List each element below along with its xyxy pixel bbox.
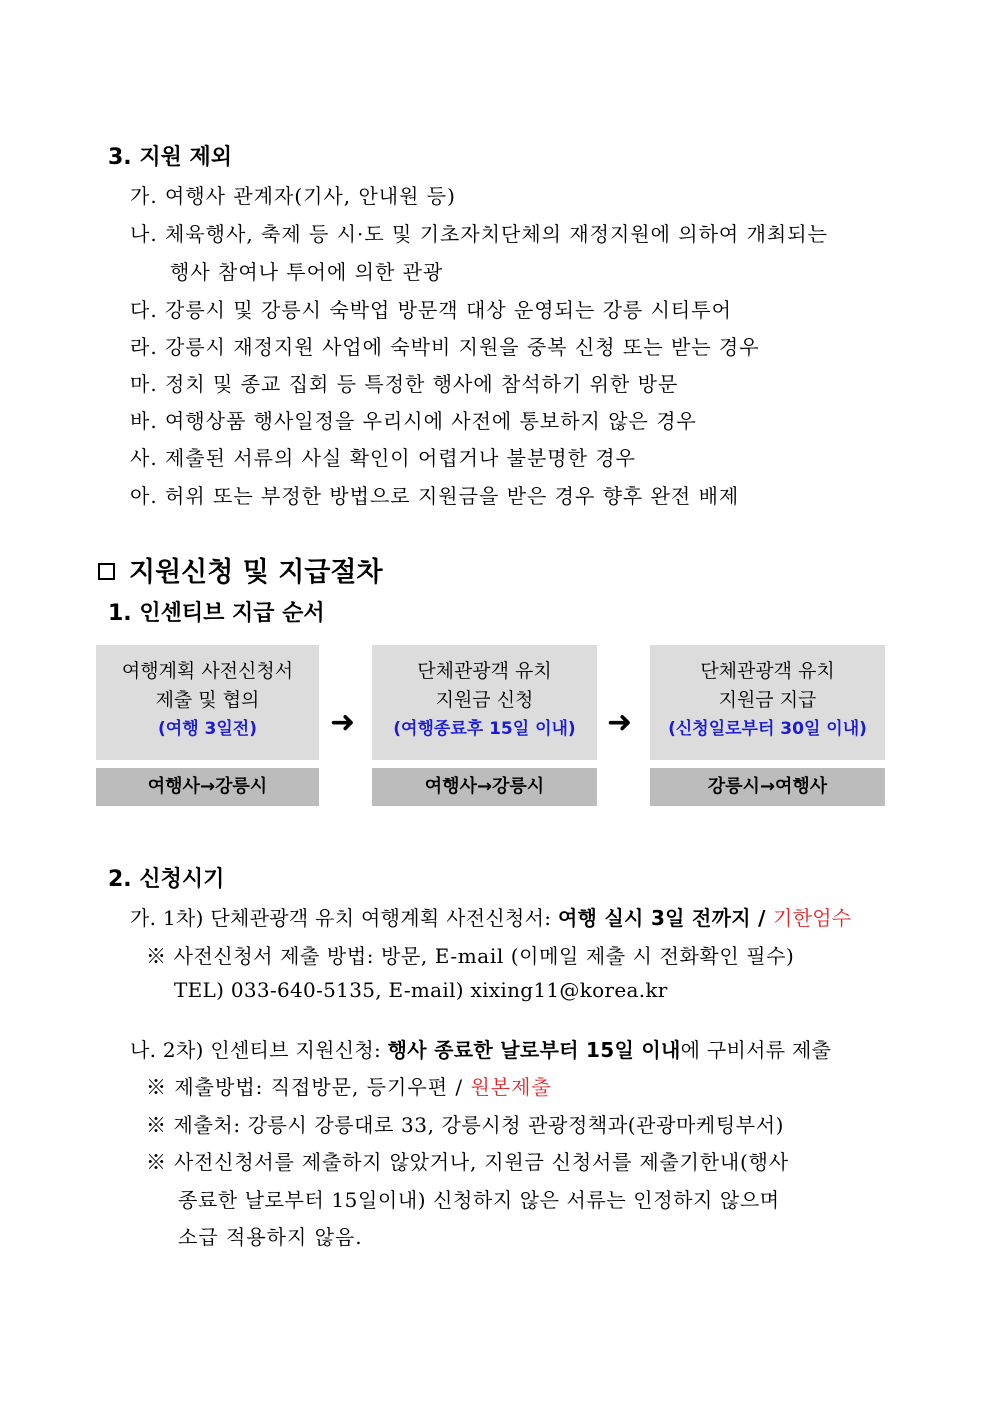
period-ga-note1: ※ 사전신청서 제출 방법: 방문, E-mail (이메일 제출 시 전화확인 필수) bbox=[146, 944, 795, 968]
period-na-note3c: 소급 적용하지 않음. bbox=[178, 1225, 363, 1249]
flow-step-2 bbox=[372, 645, 597, 760]
period-na-note1-original: 원본제출 bbox=[470, 1075, 552, 1099]
period-na-note3a: ※ 사전신청서를 제출하지 않았거나, 지원금 신청서를 제출기한내(행사 bbox=[146, 1150, 789, 1174]
exclusion-item-da: 다. 강릉시 및 강릉시 숙박업 방문객 대상 운영되는 강릉 시티투어 bbox=[130, 298, 732, 322]
period-ga bbox=[130, 902, 852, 931]
flow-step-1-label: 여행사→강릉시 bbox=[96, 768, 319, 806]
exclusion-item-ba: 바. 여행상품 행사일정을 우리시에 사전에 통보하지 않은 경우 bbox=[130, 409, 697, 433]
section-heading bbox=[98, 550, 383, 589]
exclusion-item-na-cont: 행사 참여나 투어에 의한 관광 bbox=[170, 260, 444, 284]
subsection-1-title: 1. 인센티브 지급 순서 bbox=[108, 601, 325, 626]
flow-step-2-label: 여행사→강릉시 bbox=[372, 768, 597, 806]
period-na-note1 bbox=[146, 1071, 552, 1100]
period-ga-strict: 기한엄수 bbox=[773, 906, 852, 930]
exclusion-item-ra: 라. 강릉시 재정지원 사업에 숙박비 지원을 중복 신청 또는 받는 경우 bbox=[130, 335, 760, 359]
arrow-right-icon: ➜ bbox=[330, 705, 356, 740]
flow-step-2-line1: 단체관광객 유치 bbox=[417, 660, 552, 682]
period-na-note2: ※ 제출처: 강릉시 강릉대로 33, 강릉시청 관광정책과(관광마케팅부서) bbox=[146, 1113, 785, 1137]
exclusion-item-a: 아. 허위 또는 부정한 방법으로 지원금을 받은 경우 향후 완전 배제 bbox=[130, 484, 740, 508]
flow-step-1-note: (여행 3일전) bbox=[158, 719, 257, 739]
flow-step-3-line1: 단체관광객 유치 bbox=[700, 660, 835, 682]
section-heading-text: 지원신청 및 지급절차 bbox=[129, 557, 383, 588]
period-na-note3b: 종료한 날로부터 15일이내) 신청하지 않은 서류는 인정하지 않으며 bbox=[178, 1188, 780, 1212]
subsection-2-title: 2. 신청시기 bbox=[108, 867, 225, 892]
flow-step-1-line2: 제출 및 협의 bbox=[155, 689, 260, 711]
flow-step-1 bbox=[96, 645, 319, 760]
flow-step-3 bbox=[650, 645, 885, 760]
period-ga-deadline: 여행 실시 3일 전까지 bbox=[557, 906, 751, 930]
period-ga-prefix: 가. 1차) 단체관광객 유치 여행계획 사전신청서: bbox=[130, 906, 558, 930]
flow-step-3-label: 강릉시→여행사 bbox=[650, 768, 885, 806]
period-ga-sep: / bbox=[750, 906, 774, 930]
exclusion-item-ga: 가. 여행사 관계자(기사, 안내원 등) bbox=[130, 184, 456, 208]
flow-step-3-note: (신청일로부터 30일 이내) bbox=[668, 719, 867, 739]
section-3-title: 3. 지원 제외 bbox=[108, 145, 232, 170]
period-ga-contact: TEL) 033-640-5135, E-mail) xixing11@korea.kr bbox=[174, 978, 668, 1002]
exclusion-item-na: 나. 체육행사, 축제 등 시·도 및 기초자치단체의 재정지원에 의하여 개최되는 bbox=[130, 222, 828, 246]
exclusion-item-sa: 사. 제출된 서류의 사실 확인이 어렵거나 불분명한 경우 bbox=[130, 446, 636, 470]
period-na-deadline: 행사 종료한 날로부터 15일 이내 bbox=[387, 1038, 681, 1062]
period-na bbox=[130, 1034, 831, 1063]
flow-step-2-note: (여행종료후 15일 이내) bbox=[393, 719, 576, 739]
period-na-suffix: 에 구비서류 제출 bbox=[680, 1038, 832, 1062]
period-na-note1-prefix: ※ 제출방법: 직접방문, 등기우편 / bbox=[146, 1075, 471, 1099]
exclusion-item-ma: 마. 정치 및 종교 집회 등 특정한 행사에 참석하기 위한 방문 bbox=[130, 372, 679, 396]
flow-step-1-line1: 여행계획 사전신청서 bbox=[121, 660, 294, 682]
period-na-prefix: 나. 2차) 인센티브 지원신청: bbox=[130, 1038, 388, 1062]
flow-step-3-line2: 지원금 지급 bbox=[718, 689, 817, 711]
flow-step-2-line2: 지원금 신청 bbox=[435, 689, 534, 711]
checkbox-square-icon bbox=[98, 563, 115, 580]
arrow-right-icon: ➜ bbox=[607, 705, 633, 740]
